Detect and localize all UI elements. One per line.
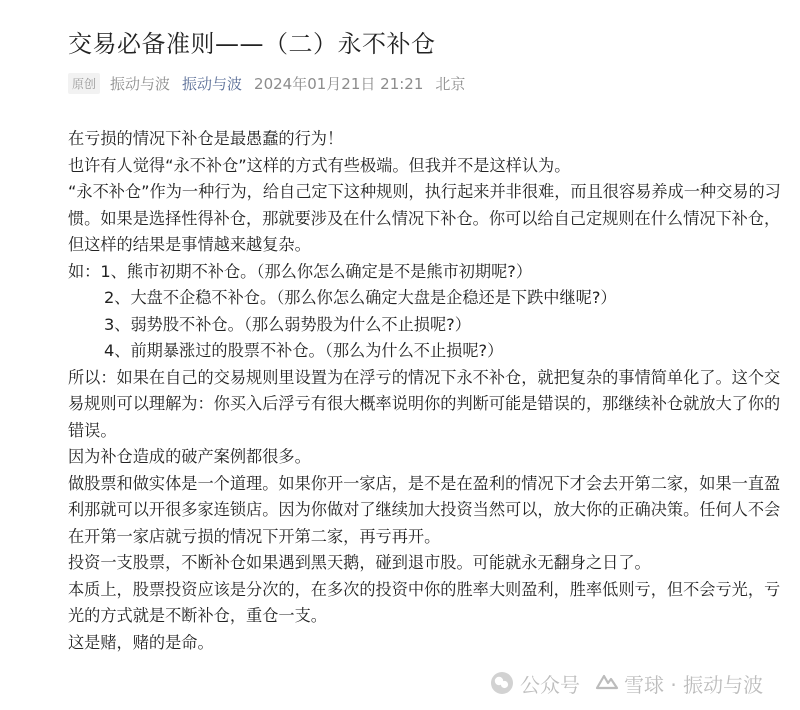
article-title: 交易必备准则——（二）永不补仓 bbox=[68, 30, 436, 58]
xueqiu-logo-icon bbox=[594, 670, 620, 696]
article-paragraph: 因为补仓造成的破产案例都很多。 bbox=[68, 447, 311, 466]
watermark bbox=[490, 668, 763, 698]
article-paragraph: 也许有人觉得“永不补仓”这样的方式有些极端。但我并不是这样认为。 bbox=[68, 155, 571, 175]
publish-location: 北京 bbox=[435, 74, 466, 93]
wechat-label: 公众号 bbox=[520, 672, 580, 697]
article-paragraph: 如：1、熊市初期不补仓。（那么你怎么确定是不是熊市初期呢?） bbox=[68, 261, 533, 281]
article-paragraph: 3、弱势股不补仓。（那么弱势股为什么不止损呢?） bbox=[104, 314, 471, 334]
author-link[interactable]: 振动与波 bbox=[182, 74, 243, 93]
original-badge: 原创 bbox=[68, 73, 100, 94]
article-paragraph: 投资一支股票，不断补仓如果遇到黑天鹅，碰到退市股。可能就永无翻身之日了。 bbox=[68, 553, 651, 572]
article-body bbox=[68, 126, 788, 656]
article-paragraph: 这是赌，赌的是命。 bbox=[68, 632, 214, 652]
article-paragraph: 本质上，股票投资应该是分次的，在多次的投资中你的胜率大则盈利，胜率低则亏，但不会亏光，亏光的方式就是不断补仓，重仓一支。 bbox=[68, 579, 781, 625]
publish-date: 2024年01月21日 21:21 bbox=[254, 74, 424, 93]
article-meta bbox=[68, 72, 465, 94]
account-name: 振动与波 bbox=[110, 74, 171, 93]
article-paragraph: 4、前期暴涨过的股票不补仓。（那么为什么不止损呢?） bbox=[104, 341, 504, 360]
article-paragraph: 在亏损的情况下补仓是最愚蠢的行为！ bbox=[68, 129, 344, 148]
wechat-icon bbox=[490, 671, 514, 695]
article-paragraph: “永不补仓”作为一种行为，给自己定下这种规则，执行起来并非很难，而且很容易养成一种交易的习惯。如果是选择性得补仓，那就要涉及在什么情况下补仓。你可以给自己定规则在什么情况下补仓，但这样的结果是事情越来越复杂。 bbox=[68, 182, 781, 254]
article-paragraph: 所以：如果在自己的交易规则里设置为在浮亏的情况下永不补仓，就把复杂的事情简单化了。这个交易规则可以理解为：你买入后浮亏有很大概率说明你的判断可能是错误的，那继续补仓就放大了你的错误。 bbox=[68, 367, 781, 440]
article-paragraph: 2、大盘不企稳不补仓。（那么你怎么确定大盘是企稳还是下跌中继呢?） bbox=[104, 288, 617, 307]
xueqiu-label: 雪球 · 振动与波 bbox=[624, 672, 764, 697]
article-paragraph: 做股票和做实体是一个道理。如果你开一家店，是不是在盈利的情况下才会去开第二家，如果一直盈利那就可以开很多家连锁店。因为你做对了继续加大投资当然可以，放大你的正确决策。任何人不会在开第一家店就亏损的情况下开第二家，再亏再开。 bbox=[68, 473, 781, 546]
